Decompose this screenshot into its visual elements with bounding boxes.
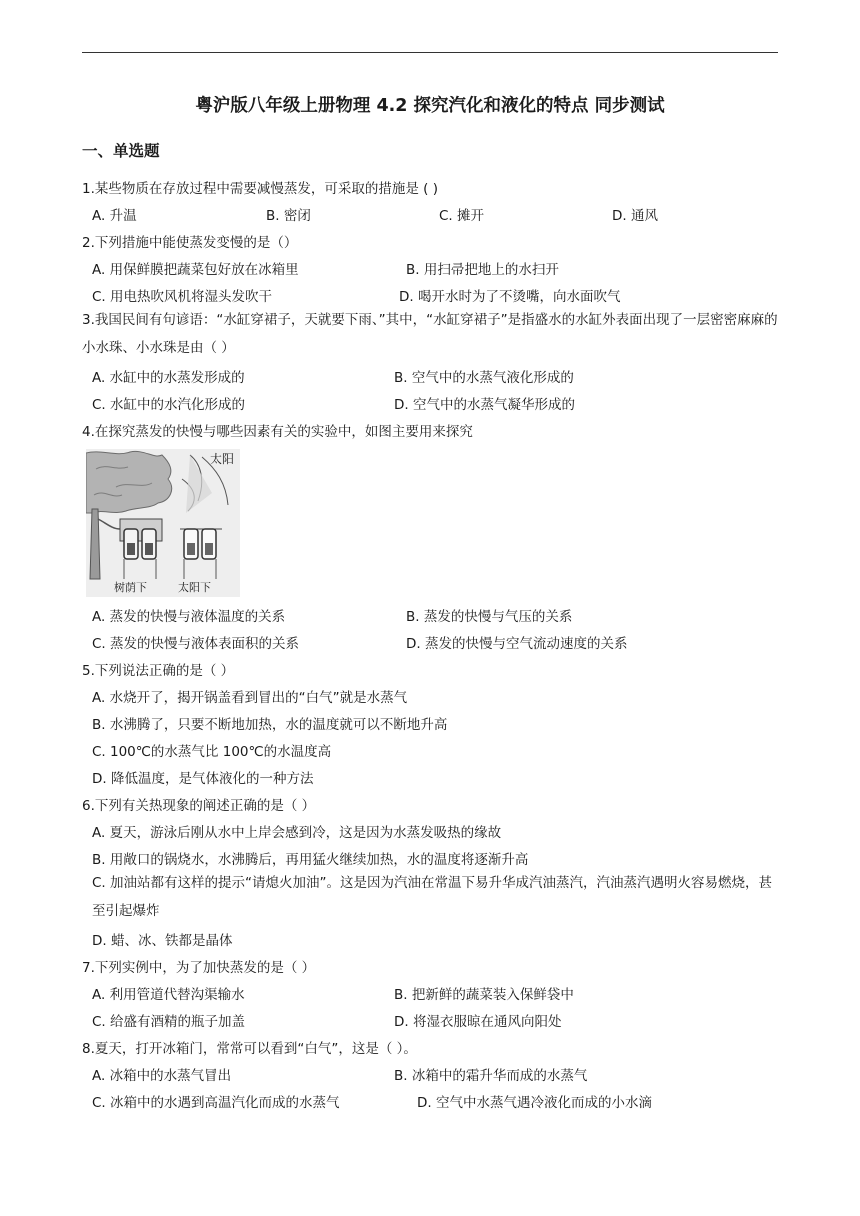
question-4-option-c[interactable]: C. 蒸发的快慢与液体表面积的关系: [92, 636, 300, 652]
question-6-stem: 6.下列有关热现象的阐述正确的是（ ）: [82, 798, 316, 814]
question-4-option-d[interactable]: D. 蒸发的快慢与空气流动速度的关系: [406, 636, 628, 652]
question-6-option-c[interactable]: C. 加油站都有这样的提示“请熄火加油”。这是因为汽油在常温下易升华成汽油蒸汽，汽油蒸汽遇明火容易燃烧，甚至引起爆炸: [92, 875, 772, 919]
question-6-option-b[interactable]: B. 用敞口的锅烧水，水沸腾后，再用猛火继续加热，水的温度将逐渐升高: [92, 852, 529, 868]
question-8-option-a[interactable]: A. 冰箱中的水蒸气冒出: [92, 1068, 232, 1084]
question-1-option-c[interactable]: C. 摊开: [439, 208, 485, 224]
header-rule: [82, 52, 778, 53]
question-3-stem: 3.我国民间有句谚语：“水缸穿裙子，天就要下雨、”其中，“水缸穿裙子”是指盛水的水缸外表面出现了一层密密麻麻的小水珠、小水珠是由（ ）: [82, 312, 778, 356]
question-7-option-a[interactable]: A. 利用管道代替沟渠输水: [92, 987, 245, 1003]
question-5-option-d[interactable]: D. 降低温度，是气体液化的一种方法: [92, 771, 314, 787]
question-8-stem: 8.夏天，打开冰箱门，常常可以看到“白气”，这是（ ）。: [82, 1041, 417, 1057]
question-2-stem: 2.下列措施中能使蒸发变慢的是（）: [82, 235, 298, 251]
question-5-option-b[interactable]: B. 水沸腾了，只要不断地加热，水的温度就可以不断地升高: [92, 717, 448, 733]
question-3-option-b[interactable]: B. 空气中的水蒸气液化形成的: [394, 370, 574, 386]
question-5-stem: 5.下列说法正确的是（ ）: [82, 663, 235, 679]
question-5-option-c[interactable]: C. 100℃的水蒸气比 100℃的水温度高: [92, 744, 332, 760]
question-3-option-a[interactable]: A. 水缸中的水蒸发形成的: [92, 370, 245, 386]
question-2-option-a[interactable]: A. 用保鲜膜把蔬菜包好放在冰箱里: [92, 262, 299, 278]
question-4-option-b[interactable]: B. 蒸发的快慢与气压的关系: [406, 609, 573, 625]
question-7-option-d[interactable]: D. 将湿衣服晾在通风向阳处: [394, 1014, 562, 1030]
question-2-option-c[interactable]: C. 用电热吹风机将湿头发吹干: [92, 289, 273, 305]
question-3-option-d[interactable]: D. 空气中的水蒸气凝华形成的: [394, 397, 575, 413]
question-2-option-d[interactable]: D. 喝开水时为了不烫嘴，向水面吹气: [399, 289, 621, 305]
question-8-option-c[interactable]: C. 冰箱中的水遇到高温汽化而成的水蒸气: [92, 1095, 340, 1111]
question-7-option-c[interactable]: C. 给盛有酒精的瓶子加盖: [92, 1014, 246, 1030]
question-7-option-b[interactable]: B. 把新鲜的蔬菜装入保鲜袋中: [394, 987, 574, 1003]
evaporation-experiment-figure: [86, 449, 240, 597]
section-heading: 一、单选题: [82, 142, 160, 160]
figure-label-shade: 树荫下: [114, 581, 147, 594]
question-1-option-d[interactable]: D. 通风: [612, 208, 658, 224]
figure-label-sun: 太阳: [210, 452, 235, 466]
question-8-option-d[interactable]: D. 空气中水蒸气遇冷液化而成的小水滴: [417, 1095, 652, 1111]
question-8-option-b[interactable]: B. 冰箱中的霜升华而成的水蒸气: [394, 1068, 588, 1084]
question-5-option-a[interactable]: A. 水烧开了，揭开锅盖看到冒出的“白气”就是水蒸气: [92, 690, 408, 706]
question-4-stem: 4.在探究蒸发的快慢与哪些因素有关的实验中，如图主要用来探究: [82, 424, 473, 440]
question-7-stem: 7.下列实例中，为了加快蒸发的是（ ）: [82, 960, 316, 976]
question-1-stem: 1.某些物质在存放过程中需要减慢蒸发，可采取的措施是 ( ): [82, 181, 438, 197]
question-4-option-a[interactable]: A. 蒸发的快慢与液体温度的关系: [92, 609, 286, 625]
page-title: 粤沪版八年级上册物理 4.2 探究汽化和液化的特点 同步测试: [195, 96, 665, 116]
question-2-option-b[interactable]: B. 用扫帚把地上的水扫开: [406, 262, 559, 278]
question-3-option-c[interactable]: C. 水缸中的水汽化形成的: [92, 397, 246, 413]
question-1-option-a[interactable]: A. 升温: [92, 208, 137, 224]
figure-label-sunlight: 太阳下: [178, 581, 211, 594]
question-1-option-b[interactable]: B. 密闭: [266, 208, 311, 224]
question-6-option-d[interactable]: D. 蜡、冰、铁都是晶体: [92, 933, 233, 949]
question-6-option-a[interactable]: A. 夏天，游泳后刚从水中上岸会感到冷，这是因为水蒸发吸热的缘故: [92, 825, 502, 841]
